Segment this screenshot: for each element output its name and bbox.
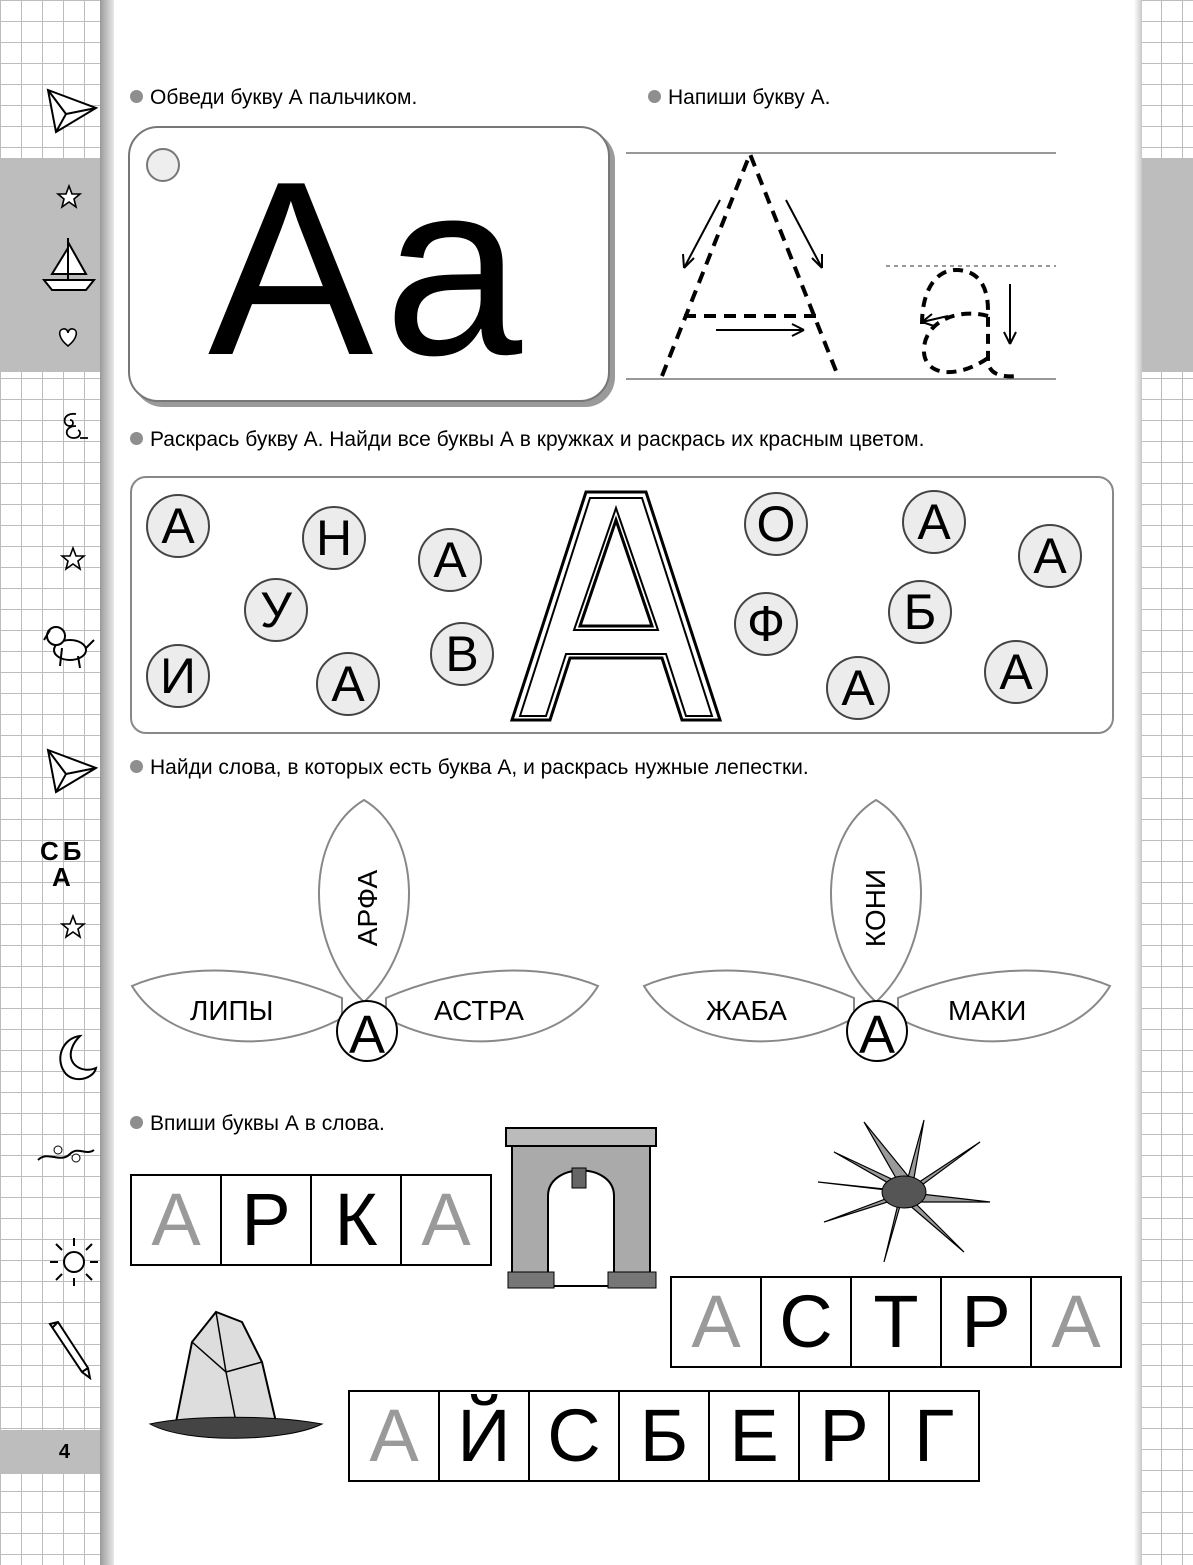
letter-cell: Й <box>440 1392 530 1480</box>
letter-circle[interactable]: В <box>430 622 494 686</box>
paper-plane-icon <box>44 84 100 136</box>
star-icon <box>60 914 86 940</box>
petal-word[interactable]: КОНИ <box>860 868 891 948</box>
letter-circle[interactable]: Н <box>302 506 366 570</box>
sailboat-icon <box>40 234 98 294</box>
letter-cell: Р <box>222 1176 312 1264</box>
card-letters: Аа <box>207 129 531 407</box>
letters-icon: С Б А <box>40 836 82 892</box>
letter-circle[interactable]: А <box>826 656 890 720</box>
vine-icon <box>36 1140 96 1170</box>
letter-card <box>128 126 610 407</box>
task-trace-instruction: Обведи букву А пальчиком. <box>130 86 417 110</box>
letter-cell-blank[interactable]: А <box>1051 1280 1101 1363</box>
right-page-edge <box>1134 0 1142 1565</box>
letter-cell: С <box>762 1278 852 1366</box>
page-number-tab <box>0 1430 100 1474</box>
pencil-icon <box>44 1320 96 1380</box>
letter-cell: Е <box>710 1392 800 1480</box>
heart-icon <box>56 326 80 348</box>
petal-word[interactable]: ЖАБА <box>706 995 787 1026</box>
letter-cell-blank[interactable]: А <box>672 1278 762 1366</box>
aster-flower-image <box>814 1112 994 1272</box>
letter-circle[interactable]: А <box>146 494 210 558</box>
moon-icon <box>44 1030 100 1086</box>
letter-cell: С <box>530 1392 620 1480</box>
task-color-instruction: Раскрась букву А. Найди все буквы А в кружках и раскрась их красным цветом. <box>130 428 924 452</box>
letter-circle[interactable]: О <box>744 492 808 556</box>
letter-cell: К <box>312 1176 402 1264</box>
sun-icon <box>48 1236 100 1288</box>
petal-word[interactable]: АРФА <box>352 869 383 947</box>
writing-lines <box>626 140 1060 390</box>
letter-cell: Р <box>800 1392 890 1480</box>
arch-image <box>502 1122 662 1292</box>
puppy-icon <box>40 618 96 672</box>
petal-word[interactable]: ЛИПЫ <box>190 995 274 1026</box>
big-outline-letter <box>508 486 724 726</box>
letter-cell: Г <box>913 1394 955 1477</box>
letter-circle[interactable]: А <box>984 640 1048 704</box>
curl-icon <box>56 408 90 442</box>
right-tab-shade <box>1140 158 1193 372</box>
task-petals-instruction: Найди слова, в которых есть буква А, и раскрась нужные лепестки. <box>130 756 809 780</box>
letter-cell-blank[interactable]: А <box>421 1178 471 1261</box>
petal-word[interactable]: МАКИ <box>948 995 1027 1026</box>
letter-circle[interactable]: Б <box>888 580 952 644</box>
petal-word[interactable]: АСТРА <box>434 995 524 1026</box>
flower-center: А <box>336 1000 398 1062</box>
letter-circle[interactable]: А <box>1018 524 1082 588</box>
iceberg-image <box>146 1302 326 1452</box>
word-arka <box>130 1174 492 1266</box>
letter-cell: Р <box>942 1278 1032 1366</box>
letter-circle[interactable]: Ф <box>734 592 798 656</box>
letter-circle[interactable]: А <box>316 652 380 716</box>
paper-plane-icon <box>44 744 100 796</box>
letter-cell-blank[interactable]: А <box>132 1176 222 1264</box>
star-icon <box>60 546 86 572</box>
task-fill-instruction: Впиши буквы А в слова. <box>130 1112 385 1136</box>
letter-circle[interactable]: И <box>146 644 210 708</box>
letter-circle[interactable]: У <box>244 578 308 642</box>
star-icon <box>56 184 82 210</box>
letter-cell: Б <box>620 1392 710 1480</box>
page-binding <box>100 0 114 1565</box>
word-astra <box>670 1276 1122 1368</box>
flower-center: А <box>846 1000 908 1062</box>
letter-cell-blank[interactable]: А <box>350 1392 440 1480</box>
page-number: 4 <box>58 1440 70 1463</box>
letter-circle[interactable]: А <box>418 528 482 592</box>
letter-circle[interactable]: А <box>902 490 966 554</box>
word-aisberg <box>348 1390 980 1482</box>
letter-cell: Т <box>852 1278 942 1366</box>
task-write-instruction: Напиши букву А. <box>648 86 830 110</box>
